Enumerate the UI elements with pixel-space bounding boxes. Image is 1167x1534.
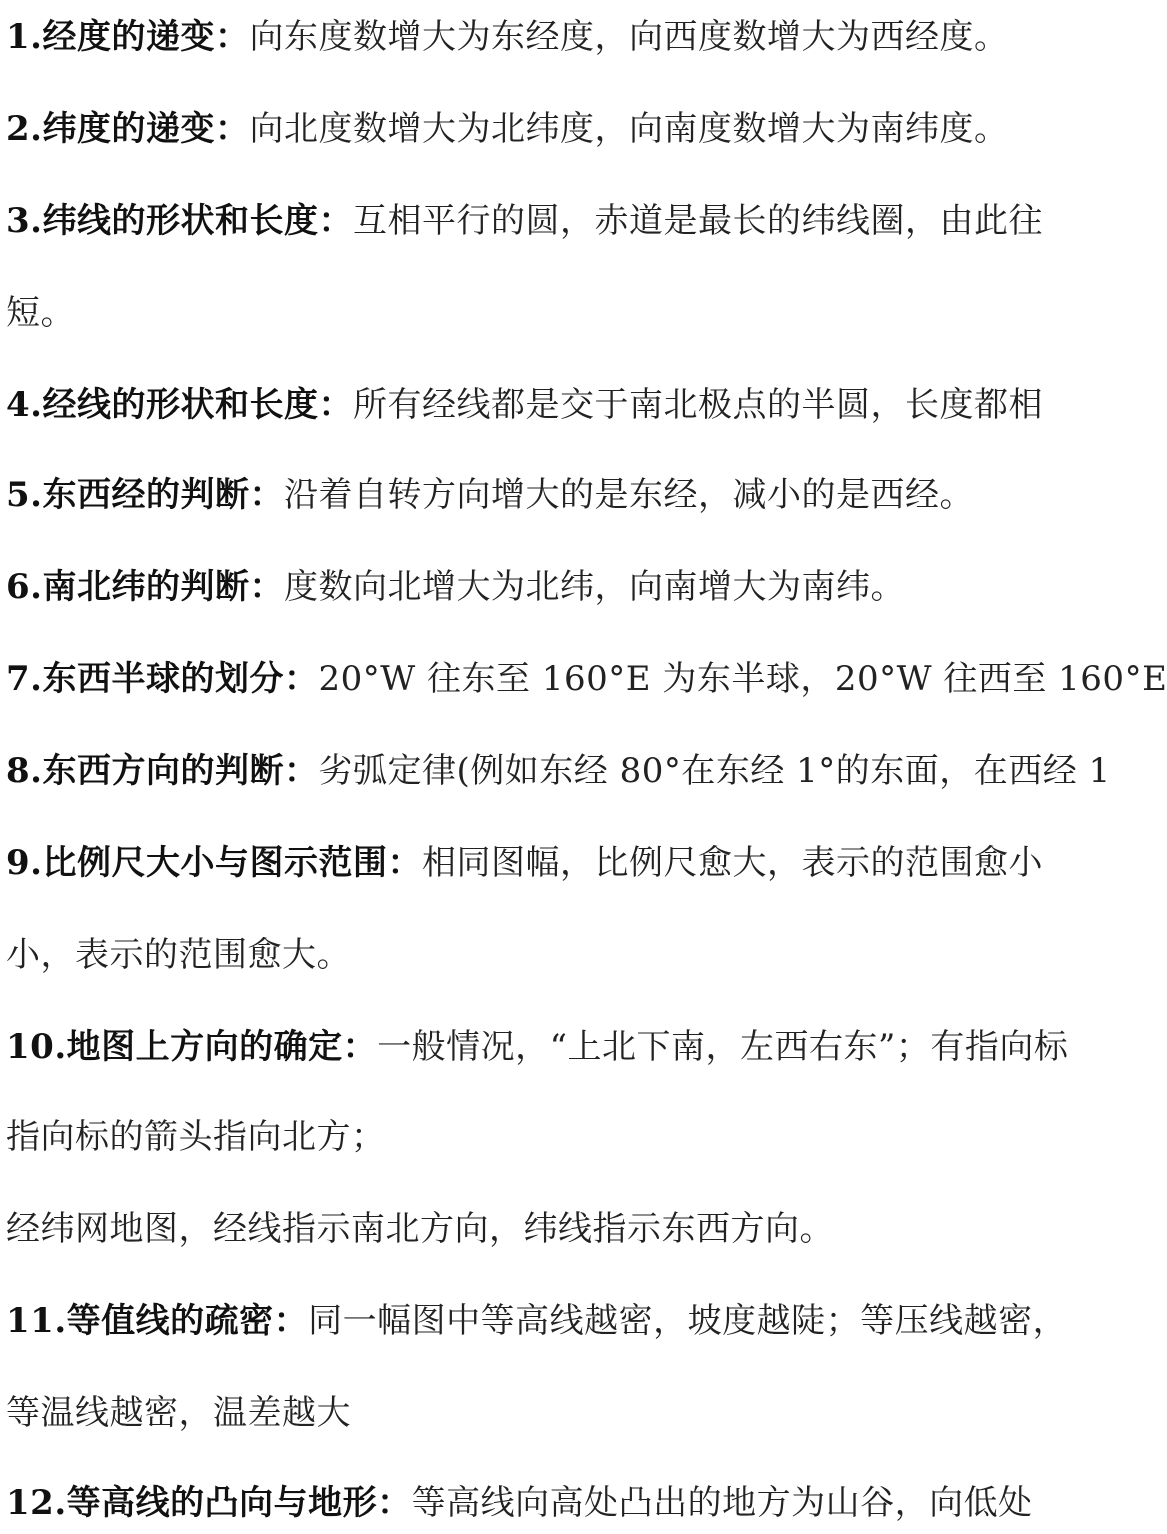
text-line-3 <box>6 196 1043 246</box>
item-text: 向北度数增大为北纬度，向南度数增大为南纬度。 <box>249 109 1009 149</box>
text-line-2 <box>6 104 1009 154</box>
text-line-16 <box>6 1388 351 1438</box>
text-line-10 <box>6 838 1043 888</box>
item-text: 等温线越密，温差越大 <box>6 1393 351 1433</box>
item-heading: 3.纬线的形状和长度： <box>6 201 353 241</box>
item-text: 同一幅图中等高线越密，坡度越陡；等压线越密， <box>308 1301 1068 1341</box>
item-text: 20°W 往东至 160°E 为东半球，20°W 往西至 160°E <box>318 659 1167 699</box>
item-text: 相同图幅，比例尺愈大，表示的范围愈小 <box>422 843 1043 883</box>
item-heading: 6.南北纬的判断： <box>6 567 284 607</box>
item-text: 向东度数增大为东经度，向西度数增大为西经度。 <box>249 17 1009 57</box>
item-heading: 5.东西经的判断： <box>6 475 284 515</box>
item-heading: 12.等高线的凸向与地形： <box>6 1483 412 1523</box>
text-line-6 <box>6 470 974 520</box>
text-line-7 <box>6 562 905 612</box>
item-heading: 7.东西半球的划分： <box>6 659 319 699</box>
text-line-14 <box>6 1204 834 1254</box>
text-line-4 <box>6 288 75 338</box>
item-text: 度数向北增大为北纬，向南增大为南纬。 <box>284 567 905 607</box>
item-text: 短。 <box>6 293 75 333</box>
text-line-9 <box>6 746 1111 796</box>
item-heading: 8.东西方向的判断： <box>6 751 319 791</box>
item-heading: 11.等值线的疏密： <box>6 1301 309 1341</box>
text-line-11 <box>6 930 351 980</box>
item-text: 互相平行的圆，赤道是最长的纬线圈，由此往 <box>353 201 1043 241</box>
item-text: 劣弧定律(例如东经 80°在东经 1°的东面，在西经 1 <box>318 751 1111 791</box>
text-line-5 <box>6 380 1043 430</box>
text-line-13 <box>6 1112 386 1162</box>
text-line-15 <box>6 1296 1067 1346</box>
text-line-1 <box>6 12 1009 62</box>
item-text: 所有经线都是交于南北极点的半圆，长度都相 <box>353 385 1043 425</box>
item-heading: 9.比例尺大小与图示范围： <box>6 843 422 883</box>
text-line-17 <box>6 1478 1033 1528</box>
item-text: 沿着自转方向增大的是东经，减小的是西经。 <box>284 475 974 515</box>
item-text: 指向标的箭头指向北方； <box>6 1117 386 1157</box>
item-text: 经纬网地图，经线指示南北方向，纬线指示东西方向。 <box>6 1209 834 1249</box>
item-text: 一般情况，“上北下南，左西右东”；有指向标 <box>377 1027 1069 1067</box>
item-text: 小，表示的范围愈大。 <box>6 935 351 975</box>
text-line-12 <box>6 1022 1068 1072</box>
item-heading: 4.经线的形状和长度： <box>6 385 353 425</box>
item-text: 等高线向高处凸出的地方为山谷，向低处 <box>411 1483 1033 1523</box>
text-line-8 <box>6 654 1167 704</box>
item-heading: 1.经度的递变： <box>6 17 250 57</box>
item-heading: 10.地图上方向的确定： <box>6 1027 378 1067</box>
item-heading: 2.纬度的递变： <box>6 109 250 149</box>
